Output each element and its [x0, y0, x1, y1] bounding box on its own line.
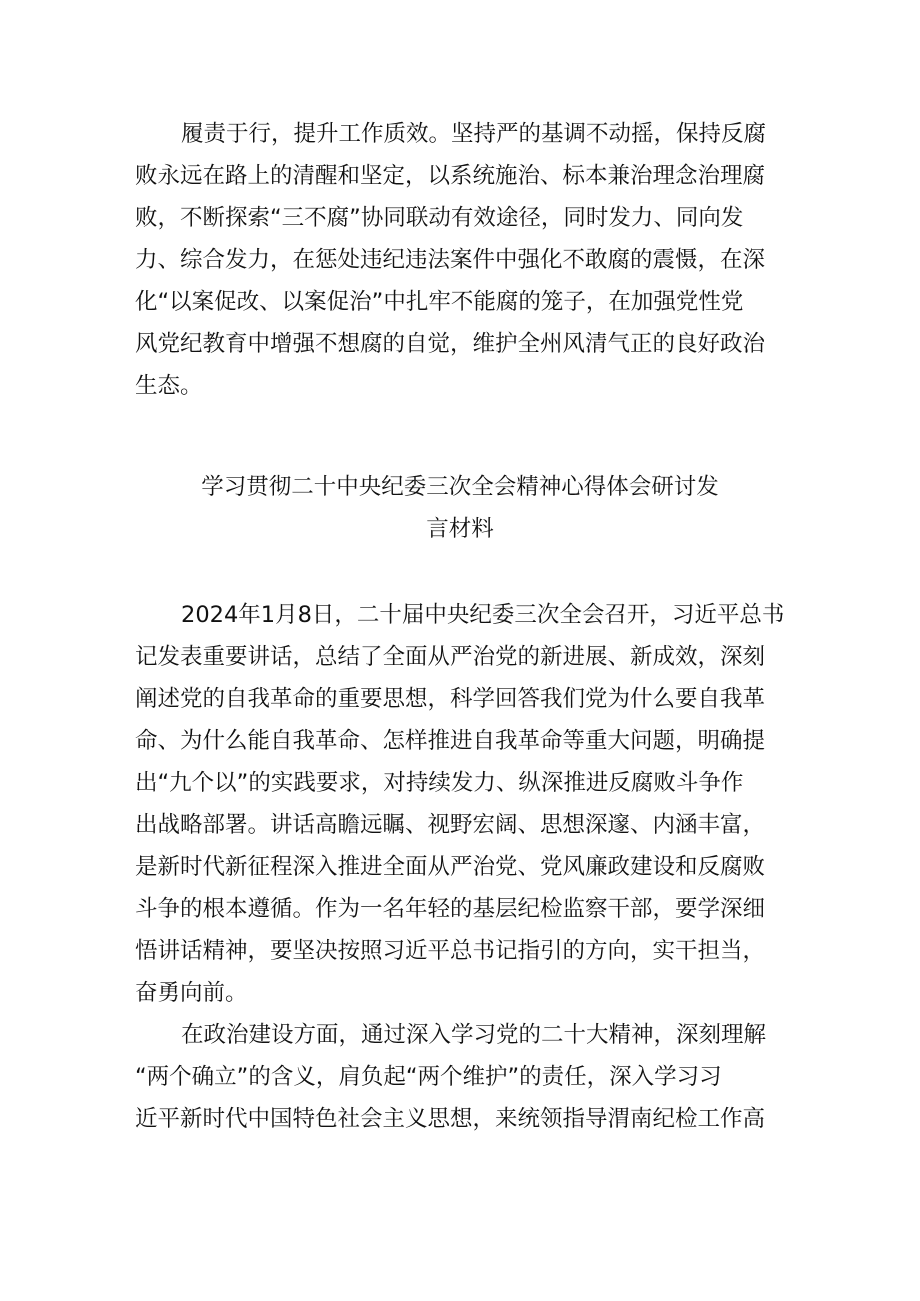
- text-line: 在政治建设方面，通过深入学习党的二十大精神，深刻理解: [181, 1022, 767, 1048]
- text-line: 履责于行，提升工作质效。坚持严的基调不动摇，保持反腐: [181, 121, 767, 147]
- text-line: 2024年1月8日，二十届中央纪委三次全会召开，习近平总书: [181, 602, 785, 628]
- text-line: 力、综合发力，在惩处违纪违法案件中强化不敢腐的震慑，在深: [135, 247, 766, 273]
- text-line: 出战略部署。讲话高瞻远瞩、视野宏阔、思想深邃、内涵丰富，: [135, 812, 766, 838]
- paragraph-intro: [135, 594, 785, 1014]
- paragraph-political-building: [135, 1014, 785, 1140]
- text-line: 出“九个以”的实践要求，对持续发力、纵深推进反腐败斗争作: [135, 770, 744, 796]
- text-line: 命、为什么能自我革命、怎样推进自我革命等重大问题，明确提: [135, 728, 766, 754]
- text-line: 生态。: [135, 373, 203, 399]
- title-line: 学习贯彻二十中央纪委三次全会精神心得体会研讨发: [201, 474, 719, 500]
- text-line: 阐述党的自我革命的重要思想，科学回答我们党为什么要自我革: [135, 686, 766, 712]
- text-line: 悟讲话精神，要坚决按照习近平总书记指引的方向，实干担当，: [135, 938, 766, 964]
- text-line: “两个确立”的含义，肩负起“两个维护”的责任，深入学习习: [135, 1064, 722, 1090]
- document-title: [135, 466, 785, 550]
- text-line: 奋勇向前。: [135, 980, 248, 1006]
- text-line: 斗争的根本遵循。作为一名年轻的基层纪检监察干部，要学深细: [135, 896, 766, 922]
- title-line: 言材料: [426, 516, 494, 542]
- text-line: 记发表重要讲话，总结了全面从严治党的新进展、新成效，深刻: [135, 644, 766, 670]
- text-line: 败永远在路上的清醒和坚定，以系统施治、标本兼治理念治理腐: [135, 163, 766, 189]
- text-line: 是新时代新征程深入推进全面从严治党、党风廉政建设和反腐败: [135, 854, 766, 880]
- text-line: 近平新时代中国特色社会主义思想，来统领指导渭南纪检工作高: [135, 1106, 766, 1132]
- text-line: 风党纪教育中增强不想腐的自觉，维护全州风清气正的良好政治: [135, 331, 766, 357]
- paragraph-continuation: [135, 113, 785, 407]
- text-line: 化“以案促改、以案促治”中扎牢不能腐的笼子，在加强党性党: [135, 289, 744, 315]
- text-line: 败，不断探索“三不腐”协同联动有效途径，同时发力、同向发: [135, 205, 744, 231]
